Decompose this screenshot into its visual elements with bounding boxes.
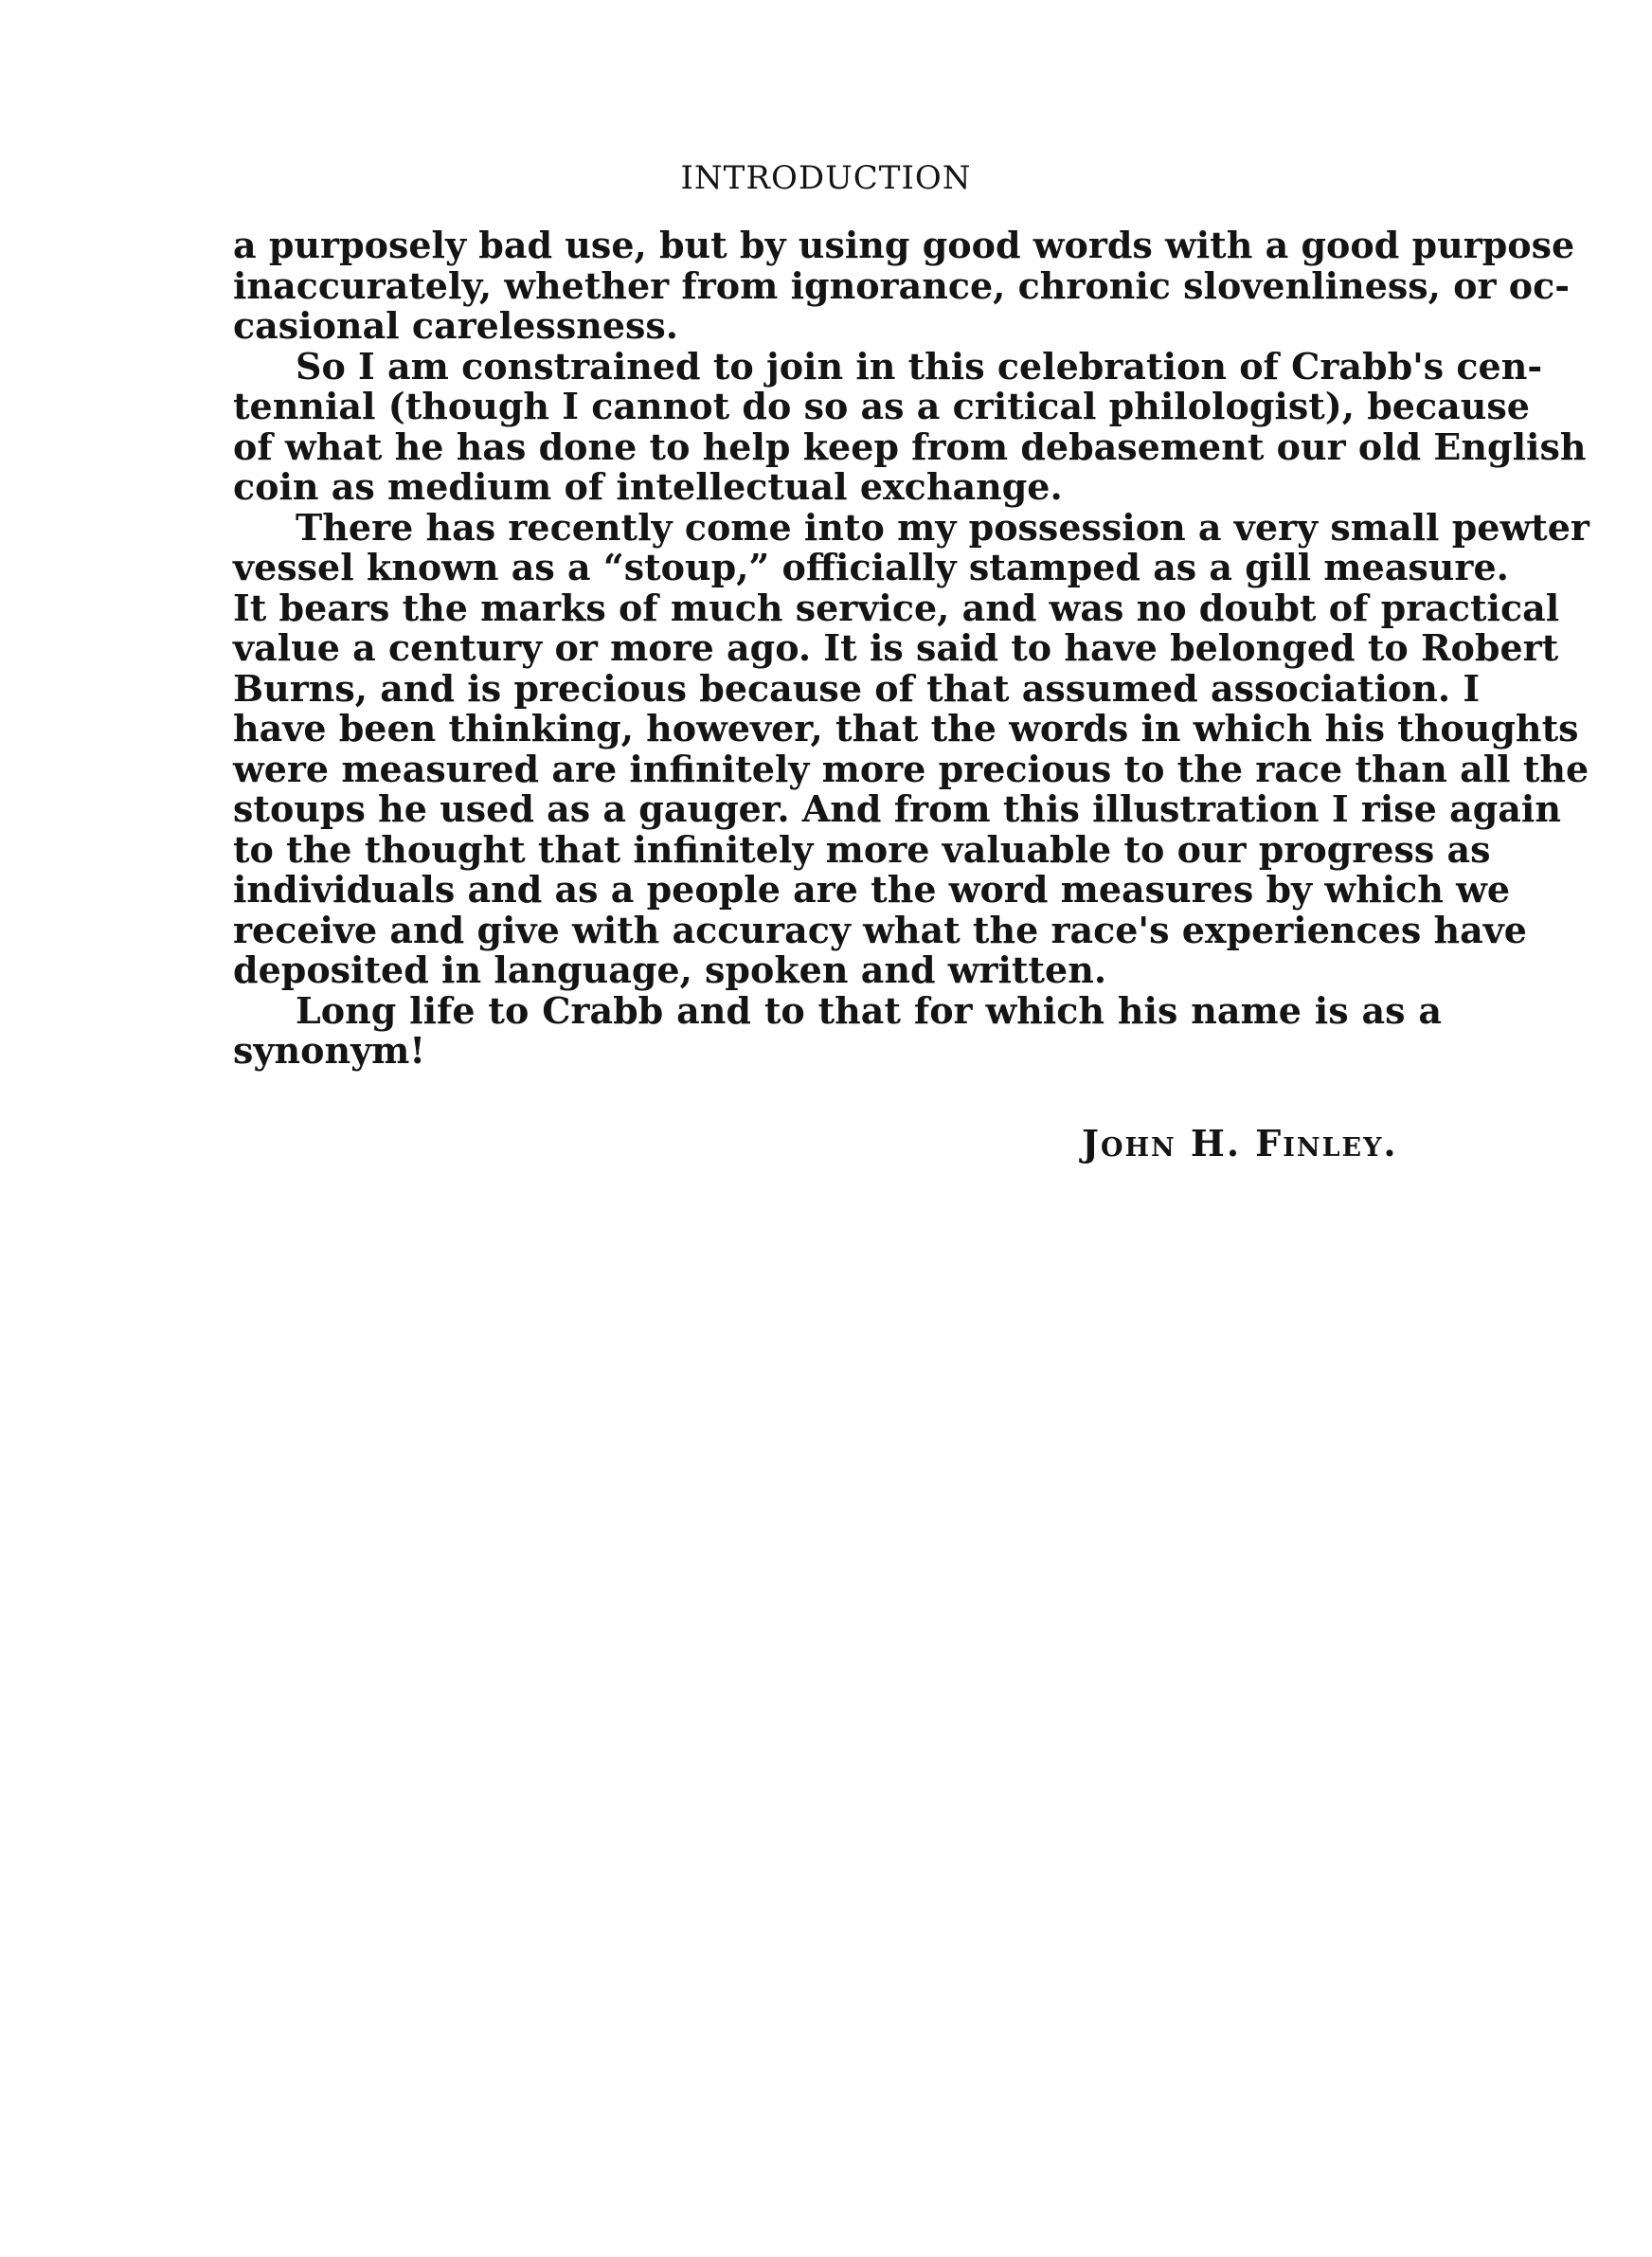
author-signature: John H. Finley. bbox=[1082, 1122, 1398, 1165]
text-line: of what he has done to help keep from debasement our old English bbox=[233, 424, 1587, 468]
text-line: receive and give with accuracy what the race's experiences have bbox=[233, 908, 1527, 951]
text-line: coin as medium of intellectual exchange. bbox=[233, 465, 1063, 508]
text-line: tennial (though I cannot do so as a critical philologist), because bbox=[233, 385, 1530, 427]
text-line: There has recently come into my possession a very small pewter bbox=[296, 505, 1589, 549]
text-line: synonym! bbox=[233, 1029, 426, 1072]
text-line: to the thought that infinitely more valuable to our progress as bbox=[233, 827, 1491, 871]
text-line: vessel known as a “stoup,” officially stamped as a gill measure. bbox=[233, 546, 1509, 588]
body-text bbox=[233, 224, 1589, 1072]
text-line: were measured are infinitely more precious to the race than all the bbox=[233, 747, 1589, 790]
text-line: Burns, and is precious because of that assumed association. I bbox=[233, 666, 1481, 710]
text-line: inaccurately, whether from ignorance, chronic slovenliness, or oc- bbox=[233, 263, 1570, 307]
text-line: It bears the marks of much service, and was no doubt of practical bbox=[233, 586, 1560, 629]
text-line: Long life to Crabb and to that for which his name is as a bbox=[296, 988, 1442, 1032]
text-line: casional carelessness. bbox=[233, 304, 679, 347]
text-line: stoups he used as a gauger. And from this illustration I rise again bbox=[233, 787, 1561, 830]
running-head: INTRODUCTION bbox=[680, 159, 972, 197]
text-line: a purposely bad use, but by using good words with a good purpose bbox=[233, 224, 1575, 266]
text-line: have been thinking, however, that the words in which his thoughts bbox=[233, 707, 1579, 749]
text-line: deposited in language, spoken and written. bbox=[233, 948, 1107, 991]
text-line: individuals and as a people are the word measures by which we bbox=[233, 868, 1511, 911]
text-line: value a century or more ago. It is said to have belonged to Robert bbox=[233, 626, 1559, 669]
text-line: So I am constrained to join in this celebration of Crabb's cen- bbox=[296, 344, 1543, 388]
